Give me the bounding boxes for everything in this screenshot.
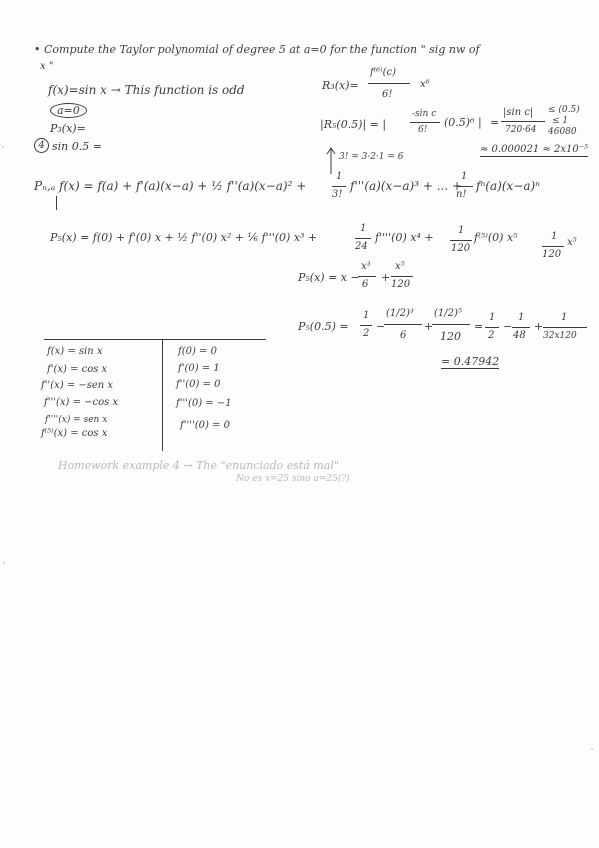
r5-right-denominator: 720·64 [505,125,537,135]
table-right-row: f'(0) = 1 [178,363,220,374]
homework-note-detail: No es x=25 sino a=25(?) [236,474,350,484]
item-number: 4 [34,138,49,153]
r5-lhs: |R₅(0.5)| = | [320,118,387,131]
r5-tail: (0.5)⁶ | [444,116,482,129]
p5-end2-num: 1 [551,231,558,242]
center-point-a: a=0 [50,103,87,118]
general-fracn-den: n! [456,189,467,200]
p5-eval-minus: − [376,320,386,333]
table-left-row: f''(x) = −sen x [41,380,114,391]
p5-eval-s1-bar [485,327,499,328]
p5-simp-x5-num: x⁵ [395,261,405,272]
p5-frac120-bar [450,240,472,241]
general-formula-stroke [56,196,57,210]
r5-denominator: 6! [418,125,428,135]
p5-expansion: P₅(x) = f(0) + f'(0) x + ½ f''(0) x² + ⅙ f'''(0) x³ + [50,231,318,244]
r5-numerator: -sin c [412,109,437,119]
sin-0-5-label: sin 0.5 = [52,140,102,153]
general-fracn-num: 1 [461,171,468,182]
p5-end2-x: x⁵ [567,237,577,248]
r5-right-fraction-bar [501,121,545,122]
p5-eval-t3-num: (1/2)⁵ [434,308,462,319]
p5-eval-minus-2: − [503,320,513,333]
table-right-row: f''(0) = 0 [176,379,221,390]
r3-power: x⁶ [420,79,430,90]
p5-end2-den: 120 [542,249,562,260]
r3-label: R₃(x)= [322,79,359,92]
p5-simp-x3-den: 6 [362,279,369,290]
p5-eval-s1-den: 2 [488,330,495,341]
p5-eval-t2-num: (1/2)³ [386,308,414,319]
r5-fraction-bar [410,122,440,123]
r3-fraction-bar [368,83,410,84]
r5-result: ≈ 0.000021 ≈ 2x10⁻⁵ [480,144,589,155]
p5-end2-bar [542,246,564,247]
homework-note: Homework example 4 → The "enunciado está mal" [58,459,339,472]
p5-frac120-num: 1 [458,225,465,236]
general-formula-tail: f'''(a)(x−a)³ + ... + [350,179,463,193]
p5-simp-x3-bar [358,276,376,277]
table-right-row: f(0) = 0 [178,346,217,357]
p5-eval-s3-bar [543,327,587,328]
p5-eval-t3-bar [432,324,470,325]
p5-expansion-mid: f''''(0) x⁴ + [375,231,434,244]
prompt-line-1: • Compute the Taylor polynomial of degree 5 at a=0 for the function " sig nw of [34,43,480,56]
p5-simp-plus: + [381,271,391,284]
general-frac3-bar [332,186,346,187]
p5-eval-t1-bar [360,325,372,326]
derivative-table-top-rule [44,339,266,340]
p5-eval-s2-bar [512,327,530,328]
r5-side-note-3: 46080 [548,127,577,137]
general-frac3-den: 3! [332,189,343,200]
scan-speck [2,146,4,148]
p5-frac24-bar [355,238,371,239]
p5-eval-t1-den: 2 [363,328,370,339]
p5-eval-s3-den: 32x120 [543,331,577,341]
r5-equals: = [490,116,500,129]
up-arrow-icon [326,146,336,176]
general-fracn-bar [457,186,473,187]
table-left-row: f'(x) = cos x [47,364,108,375]
r5-right-numerator: |sin c| [503,107,534,118]
scan-speck [591,748,593,750]
p5-frac120-den: 120 [451,243,471,254]
scan-speck [3,562,5,564]
function-definition: f(x)=sin x → This function is odd [48,83,245,97]
p5-simp-x5-den: 120 [391,279,411,290]
factorial-note: 3! = 3·2·1 = 6 [339,152,404,162]
p5-simplified-lhs: P₅(x) = x − [298,271,360,284]
table-left-row: f'''(x) = −cos x [44,397,119,408]
table-right-row: f''''(0) = 0 [180,420,230,431]
r3-numerator: f⁽⁶⁾(c) [370,67,397,78]
table-left-row: f(x) = sin x [47,346,103,357]
general-formula-end: fⁿ(a)(x−a)ⁿ [476,179,541,193]
table-right-row: f'''(0) = −1 [176,398,232,409]
r3-denominator: 6! [382,89,393,100]
p5-eval-s3-num: 1 [561,312,568,323]
r5-side-note-1: ≤ (0.5) [548,105,580,115]
table-left-row: f⁽⁵⁾(x) = cos x [41,428,108,439]
p5-expansion-end: f⁽⁵⁾(0) x⁵ [474,231,518,244]
p5-eval-lhs: P₅(0.5) = [298,320,349,333]
p5-eval-plus: + [424,320,434,333]
general-frac3-num: 1 [336,171,343,182]
p5-simp-x3-num: x³ [361,261,371,272]
p5-eval-s2-den: 48 [513,330,526,341]
p5-eval-result: = 0.47942 [441,355,500,368]
p3-label: P₃(x)= [50,122,86,135]
derivative-table-divider [162,339,163,451]
p5-eval-t2-den: 6 [400,330,407,341]
p5-eval-t1-num: 1 [363,310,370,321]
p5-simp-x5-bar [391,276,413,277]
p5-eval-s1-num: 1 [489,312,496,323]
p5-eval-s2-num: 1 [518,312,525,323]
p5-eval-t2-bar [384,324,422,325]
p5-eval-t3-den: 120 [440,330,461,343]
p5-eval-equals: = [474,320,484,333]
p5-frac24-den: 24 [355,241,368,252]
table-left-row: f''''(x) = sen x [45,415,108,425]
prompt-line-2: x " [40,61,54,72]
general-taylor-formula: Pₙ,ₐ f(x) = f(a) + f'(a)(x−a) + ½ f''(a)(x−a)² + [34,179,307,193]
p5-frac24-num: 1 [360,223,367,234]
r5-side-note-2: ≤ 1 [552,116,569,126]
p5-eval-plus-2: + [534,320,544,333]
